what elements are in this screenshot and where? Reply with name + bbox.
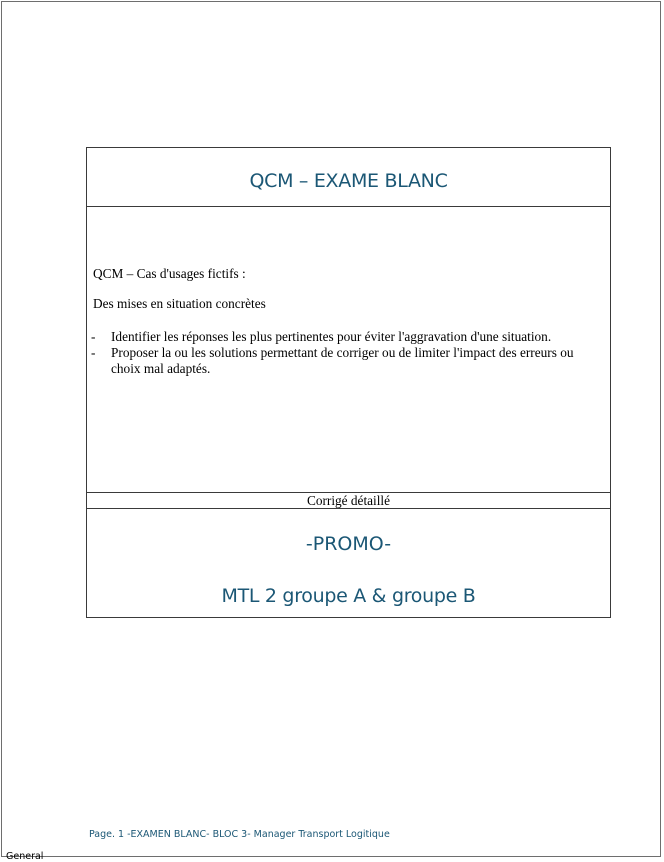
list-item [91, 329, 596, 345]
objectives-list [91, 329, 596, 377]
bullet-marker: - [91, 329, 96, 344]
bullet-text: Proposer la ou les solutions permettant de corriger ou de limiter l'impact des erreurs ou choix mal adaptés. [111, 345, 574, 376]
promo-label: -PROMO- [305, 533, 392, 555]
description-row [87, 207, 610, 493]
promo-row [87, 509, 610, 617]
classification-label: General [6, 851, 44, 862]
subtitle: QCM – Cas d'usages fictifs : [93, 266, 246, 281]
bullet-text: Identifier les réponses les plus pertinentes pour éviter l'aggravation d'une situation. [111, 329, 552, 344]
list-item [91, 345, 596, 377]
corrige-label: Corrigé détaillé [306, 493, 391, 508]
corrige-row [87, 493, 610, 509]
document-title: QCM – EXAME BLANC [249, 170, 448, 192]
bullet-marker: - [91, 345, 96, 360]
title-row [87, 148, 610, 207]
intro-text: Des mises en situation concrètes [93, 296, 266, 311]
group-label: MTL 2 groupe A & groupe B [221, 585, 476, 607]
cover-table [86, 147, 611, 618]
page-footer: Page. 1 -EXAMEN BLANC- BLOC 3- Manager Transport Logitique [89, 829, 390, 840]
